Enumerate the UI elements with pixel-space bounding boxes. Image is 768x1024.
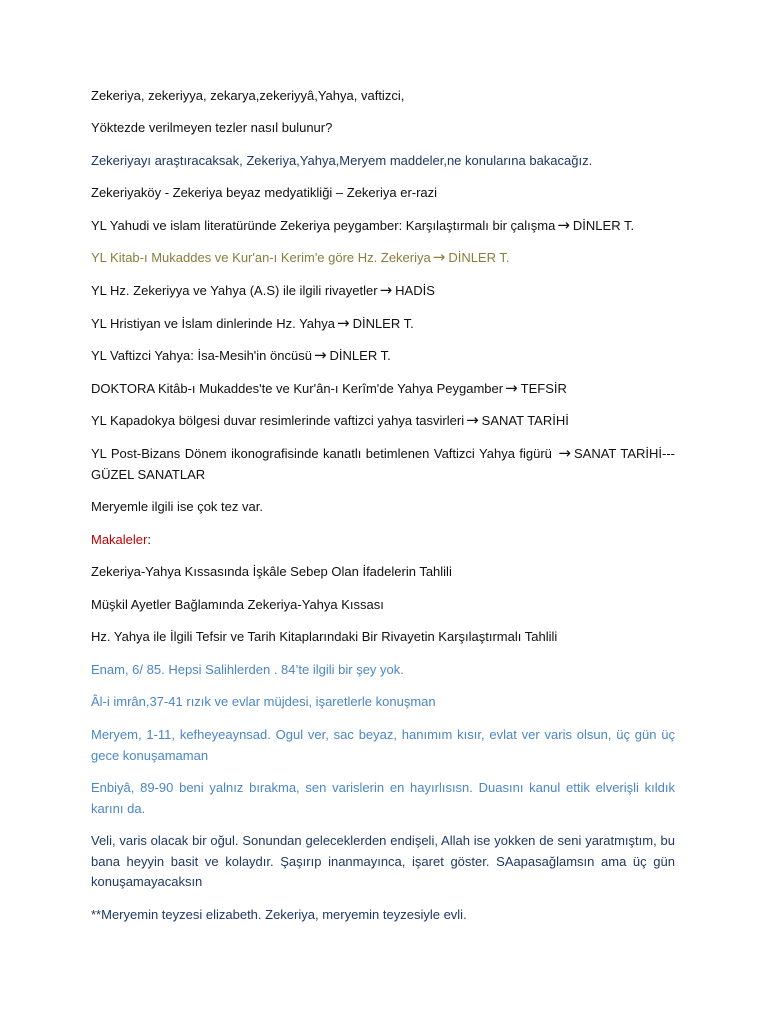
verse-note <box>91 831 675 893</box>
thesis-category: TEFSİR <box>520 381 567 396</box>
text-line <box>91 151 675 172</box>
thesis-category: SANAT TARİHİ <box>481 413 569 428</box>
thesis-title: YL Hz. Zekeriyya ve Yahya (A.S) ile ilgili rivayetler <box>91 283 378 298</box>
verse-note <box>91 725 675 766</box>
thesis-line <box>91 379 675 400</box>
line-text: Enam, 6/ 85. Hepsi Salihlerden . 84’te ilgili bir şey yok. <box>91 662 404 677</box>
line-text: Meryem, 1-11, kefheyeaynsad. Ogul ver, sac beyaz, hanımım kısır, evlat ver varis olsun, üç gün üç gece konuşamaman <box>91 727 675 763</box>
thesis-category: DİNLER T. <box>572 218 635 233</box>
thesis-title: YL Vaftizci Yahya: İsa-Mesih'in öncüsü <box>91 348 312 363</box>
arrow-right-icon: → <box>379 281 393 299</box>
text-line <box>91 183 675 204</box>
verse-note <box>91 692 675 713</box>
article-title <box>91 562 675 583</box>
thesis-title: YL Kitab-ı Mukaddes ve Kur'an-ı Kerim'e göre Hz. Zekeriya <box>91 250 431 265</box>
line-text: Meryemle ilgili ise çok tez var. <box>91 499 263 514</box>
line-text: Âl-i imrân,37-41 rızık ve evlar müjdesi, işaretlerle konuşman <box>91 694 436 709</box>
text-line <box>91 497 675 518</box>
line-text: Hz. Yahya ile İlgili Tefsir ve Tarih Kitaplarındaki Bir Rivayetin Karşılaştırmalı Tahlili <box>91 629 558 644</box>
thesis-category: DİNLER T. <box>448 250 510 265</box>
thesis-category: DİNLER T. <box>352 316 414 331</box>
thesis-category: SANAT TARİHİ--- GÜZEL SANATLAR <box>91 446 675 482</box>
thesis-title: YL Yahudi ve islam literatüründe Zekeriya peygamber: Karşılaştırmalı bir çalışma <box>91 218 556 233</box>
thesis-category: HADİS <box>395 283 435 298</box>
arrow-right-icon: → <box>432 248 446 266</box>
arrow-right-icon: → <box>558 444 571 462</box>
line-text: **Meryemin teyzesi elizabeth. Zekeriya, meryemin teyzesiyle evli. <box>91 907 467 922</box>
line-text: Yöktezde verilmeyen tezler nasıl bulunur? <box>91 120 333 135</box>
line-text: Zekeriyayı araştıracaksak, Zekeriya,Yahya,Meryem maddeler,ne konularına bakacağız. <box>91 153 593 168</box>
article-title <box>91 595 675 616</box>
arrow-right-icon: → <box>466 411 479 429</box>
thesis-line <box>91 281 675 302</box>
line-text: Zekeriyaköy - Zekeriya beyaz medyatikliği – Zekeriya er-razi <box>91 185 438 200</box>
thesis-line <box>91 444 675 485</box>
thesis-category: DİNLER T. <box>329 348 391 363</box>
text-line <box>91 905 675 926</box>
thesis-line <box>91 216 675 237</box>
thesis-line <box>91 314 675 335</box>
makaleler-heading: Makaleler <box>91 532 148 547</box>
heading-colon: : <box>147 532 151 547</box>
line-text: Müşkil Ayetler Bağlamında Zekeriya-Yahya Kıssası <box>91 597 384 612</box>
thesis-title: YL Hristiyan ve İslam dinlerinde Hz. Yahya <box>91 316 335 331</box>
thesis-title: YL Kapadokya bölgesi duvar resimlerinde vaftizci yahya tasvirleri <box>91 413 465 428</box>
verse-note <box>91 778 675 819</box>
arrow-right-icon: → <box>505 379 518 397</box>
line-text: Veli, varis olacak bir oğul. Sonundan geleceklerden endişeli, Allah ise yokken de seni yaratmıştım, bu bana heyyin basit ve kolaydır. Şaşırıp inanmayınca, işaret göster. SAapasağlamsın ama üç gün konuşamayacaksın <box>91 833 675 889</box>
text-line <box>91 118 675 139</box>
arrow-right-icon: → <box>557 216 570 234</box>
line-text: Zekeriya-Yahya Kıssasında İşkâle Sebep Olan İfadelerin Tahlili <box>91 564 452 579</box>
line-text: Zekeriya, zekeriyya, zekarya,zekeriyyâ,Yahya, vaftizci, <box>91 88 405 103</box>
text-line <box>91 86 675 107</box>
thesis-line <box>91 411 675 432</box>
verse-note <box>91 660 675 681</box>
thesis-line <box>91 248 675 269</box>
arrow-right-icon: → <box>313 346 327 364</box>
thesis-title: DOKTORA Kitâb-ı Mukaddes'te ve Kur'ân-ı Kerîm'de Yahya Peygamber <box>91 381 504 396</box>
line-text: Enbiyâ, 89-90 beni yalnız bırakma, sen varislerin en hayırlısısn. Duasını kanul ettik elverişli kıldık karını da. <box>91 780 675 816</box>
arrow-right-icon: → <box>336 314 350 332</box>
section-heading <box>91 530 675 551</box>
article-title <box>91 627 675 648</box>
thesis-title: YL Post-Bizans Dönem ikonografisinde kanatlı betimlenen Vaftizci Yahya figürü <box>91 446 552 461</box>
thesis-line <box>91 346 675 367</box>
